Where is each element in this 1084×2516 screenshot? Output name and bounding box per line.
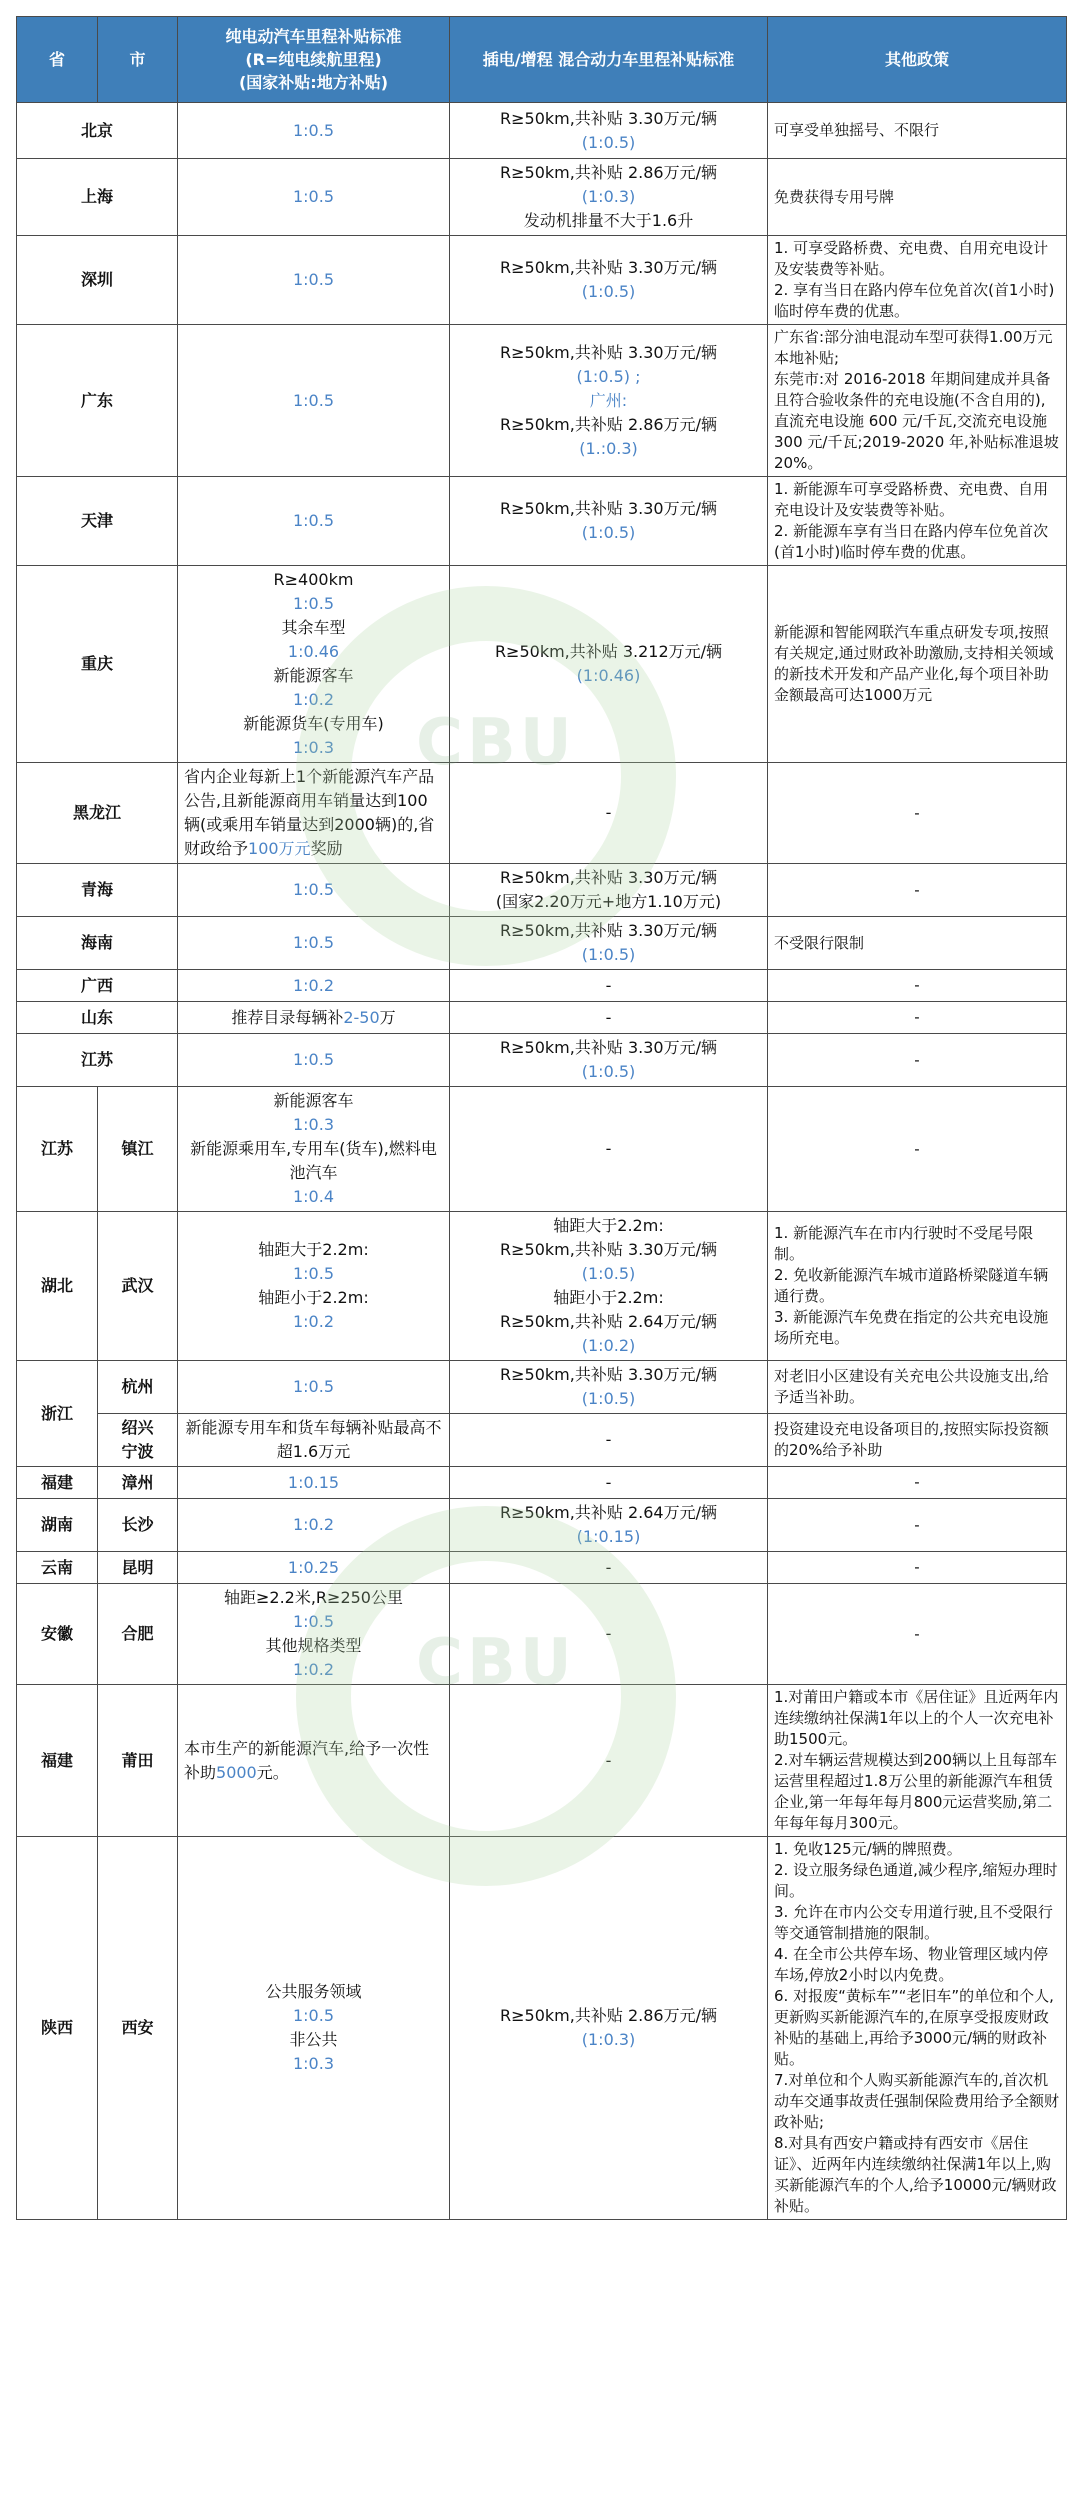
other-policy-cell [768, 325, 1067, 477]
hybrid-subsidy-cell [450, 1584, 768, 1685]
text-segment: (国家2.20万元+地方1.10万元) [495, 892, 722, 911]
other-policy-cell [768, 1499, 1067, 1552]
ratio-value: (1:0.46) [576, 666, 641, 685]
header-row [17, 17, 1067, 103]
ratio-value: 1:0.4 [292, 1187, 334, 1206]
ev-subsidy-cell [178, 1499, 450, 1552]
ratio-value: 1:0.3 [292, 738, 334, 757]
province-cell: 江苏 [17, 1034, 178, 1087]
text-segment: 发动机排量不大于1.6升 [523, 211, 694, 230]
text-segment: 新能源专用车和货车每辆补贴最高不超1.6万元 [185, 1418, 442, 1461]
ratio-value: 1:0.2 [292, 1660, 334, 1679]
policy-item: - [914, 803, 920, 822]
table-row [17, 1212, 1067, 1361]
ratio-value: 1:0.5 [292, 594, 334, 613]
city-cell: 漳州 [98, 1467, 178, 1499]
province-cell: 深圳 [17, 236, 178, 325]
policy-item: - [914, 976, 920, 994]
ratio-value: 1:0.25 [287, 1557, 340, 1577]
policy-item: - [914, 1139, 920, 1158]
city-cell: 武汉 [98, 1212, 178, 1361]
ratio-value: 1:0.5 [292, 511, 334, 530]
policy-item: 2.对车辆运营规模达到200辆以上且每部车运营里程超过1.8万公里的新能源汽车租赁企业,第一年每年每月800元运营奖励,第二年每年每月300元。 [774, 1751, 1057, 1832]
policy-item: 7.对单位和个人购买新能源汽车的,首次机动车交通事故责任强制保险费用给予全额财政补贴; [774, 2071, 1060, 2131]
text-segment: R≥50km,共补贴 3.30万元/辆 [500, 1240, 717, 1259]
city-cell: 绍兴 宁波 [98, 1414, 178, 1467]
ev-subsidy-cell [178, 325, 450, 477]
ratio-value: (1:0.5) ; [576, 366, 641, 386]
table-row [17, 1361, 1067, 1414]
ev-subsidy-cell [178, 236, 450, 325]
text-segment: 元。 [256, 1762, 289, 1782]
text-segment: R≥50km,共补贴 3.30万元/辆 [500, 499, 717, 518]
other-policy-cell [768, 1212, 1067, 1361]
ev-subsidy-cell [178, 1552, 450, 1584]
province-cell: 湖北 [17, 1212, 98, 1361]
ratio-value: 1:0.5 [292, 933, 334, 952]
city-cell: 合肥 [98, 1584, 178, 1685]
other-policy-cell [768, 1467, 1067, 1499]
text-segment: R≥50km,共补贴 2.86万元/辆 [500, 163, 717, 182]
ev-subsidy-cell [178, 1685, 450, 1837]
policy-item: 8.对具有西安户籍或持有西安市《居住证》、近两年内连续缴纳社保满1年以上,购买新能源汽车的个人,给予10000元/辆财政补贴。 [774, 2134, 1057, 2215]
ratio-value: 1:0.5 [292, 120, 334, 140]
ev-subsidy-cell [178, 477, 450, 566]
ratio-value: 1:0.46 [287, 642, 340, 661]
hybrid-subsidy-cell [450, 864, 768, 917]
text-segment: R≥50km,共补贴 3.30万元/辆 [500, 258, 717, 277]
city-cell: 昆明 [98, 1552, 178, 1584]
table-row [17, 566, 1067, 763]
ev-subsidy-cell [178, 1414, 450, 1467]
other-policy-cell [768, 1584, 1067, 1685]
text-segment: 奖励 [310, 839, 343, 858]
text-segment: - [605, 1750, 612, 1770]
ratio-value: 1:0.15 [287, 1472, 340, 1492]
policy-item: 2. 设立服务绿色通道,减少程序,缩短办理时间。 [774, 1861, 1058, 1900]
ratio-value: 1:0.5 [292, 270, 334, 289]
hybrid-subsidy-cell [450, 1685, 768, 1837]
text-segment: - [605, 1472, 612, 1492]
ratio-value: (1:0.2) [581, 1336, 636, 1355]
hybrid-subsidy-cell [450, 970, 768, 1002]
text-segment: R≥400km [273, 570, 354, 589]
table-row [17, 1087, 1067, 1212]
table-row [17, 1685, 1067, 1837]
table-row [17, 1414, 1067, 1467]
province-cell: 云南 [17, 1552, 98, 1584]
text-segment: 其余车型 [281, 618, 346, 637]
ratio-value: (1:0.15) [576, 1527, 641, 1546]
city-cell: 莆田 [98, 1685, 178, 1837]
header-province: 省 [17, 17, 98, 103]
ratio-value: 1:0.5 [292, 1050, 334, 1069]
ratio-value: 1:0.2 [292, 975, 334, 995]
text-segment: 新能源乘用车,专用车(货车),燃料电池汽车 [190, 1139, 437, 1182]
policy-item: - [914, 1624, 920, 1643]
text-segment: 其他规格类型 [265, 1636, 362, 1655]
policy-item: - [914, 1558, 920, 1576]
ratio-value: (1:0.5) [581, 132, 636, 152]
ev-subsidy-cell [178, 1467, 450, 1499]
hybrid-subsidy-cell [450, 1552, 768, 1584]
hybrid-subsidy-cell [450, 1212, 768, 1361]
header-hybrid-standard: 插电/增程 混合动力车里程补贴标准 [450, 17, 768, 103]
text-segment: 轴距大于2.2m: [553, 1216, 664, 1235]
ev-subsidy-cell [178, 1087, 450, 1212]
other-policy-cell [768, 1087, 1067, 1212]
other-policy-cell [768, 917, 1067, 970]
text-segment: - [605, 1557, 612, 1577]
ev-subsidy-cell [178, 763, 450, 864]
ev-subsidy-cell [178, 1002, 450, 1034]
province-cell: 福建 [17, 1685, 98, 1837]
text-segment: - [605, 1139, 612, 1158]
table-row [17, 1499, 1067, 1552]
table-row [17, 236, 1067, 325]
other-policy-cell [768, 1552, 1067, 1584]
text-segment: R≥50km,共补贴 3.30万元/辆 [500, 1038, 717, 1057]
table-row [17, 1837, 1067, 2220]
hybrid-subsidy-cell [450, 1837, 768, 2220]
table-row [17, 763, 1067, 864]
hybrid-subsidy-cell [450, 325, 768, 477]
text-segment: 新能源客车 [273, 1091, 354, 1110]
other-policy-cell [768, 477, 1067, 566]
city-cell: 西安 [98, 1837, 178, 2220]
text-segment: R≥50km,共补贴 3.30万元/辆 [500, 868, 717, 887]
ratio-value: (1:0.5) [581, 282, 636, 301]
table-row [17, 1002, 1067, 1034]
policy-item: 3. 允许在市内公交专用道行驶,且不受限行等交通管制措施的限制。 [774, 1903, 1053, 1942]
ev-subsidy-cell [178, 917, 450, 970]
text-segment: - [605, 1007, 612, 1027]
subsidy-policy-table [16, 16, 1067, 2220]
ratio-value: 1:0.5 [292, 187, 334, 206]
ratio-value: (1:0.5) [581, 945, 636, 964]
policy-item: 1. 免收125元/辆的牌照费。 [774, 1840, 962, 1858]
policy-item: 免费获得专用号牌 [774, 187, 895, 206]
text-segment: - [605, 1624, 612, 1643]
ev-subsidy-cell [178, 1584, 450, 1685]
text-segment: R≥50km,共补贴 3.30万元/辆 [500, 1365, 717, 1384]
ev-subsidy-cell [178, 1837, 450, 2220]
text-segment: 省内企业每新上1个新能源汽车产品公告,且新能源商用车销量达到100辆(或乘用车销量达到2000辆)的,省财政给予 [184, 767, 435, 858]
hybrid-subsidy-cell [450, 103, 768, 159]
other-policy-cell [768, 1034, 1067, 1087]
header-city: 市 [98, 17, 178, 103]
province-cell: 安徽 [17, 1584, 98, 1685]
table-row [17, 1467, 1067, 1499]
policy-item: 2. 享有当日在路内停车位免首次(首1小时)临时停车费的优惠。 [774, 281, 1055, 320]
other-policy-cell [768, 1685, 1067, 1837]
other-policy-cell [768, 566, 1067, 763]
province-cell: 山东 [17, 1002, 178, 1034]
policy-item: 3. 新能源汽车免费在指定的公共充电设施场所充电。 [774, 1308, 1049, 1347]
ev-subsidy-cell [178, 1034, 450, 1087]
policy-item: - [914, 1473, 920, 1491]
other-policy-cell [768, 1361, 1067, 1414]
province-cell: 北京 [17, 103, 178, 159]
table-row [17, 1584, 1067, 1685]
hybrid-subsidy-cell [450, 1414, 768, 1467]
ratio-value: 1:0.5 [292, 1377, 334, 1396]
ratio-value: 1:0.3 [292, 1115, 334, 1134]
policy-item: 投资建设充电设备项目的,按照实际投资额的20%给予补助 [774, 1420, 1049, 1459]
hybrid-subsidy-cell [450, 1361, 768, 1414]
policy-table-container [16, 16, 1066, 2220]
text-segment: R≥50km,共补贴 3.30万元/辆 [500, 108, 717, 128]
hybrid-subsidy-cell [450, 236, 768, 325]
text-segment: 轴距小于2.2m: [553, 1288, 664, 1307]
other-policy-cell [768, 763, 1067, 864]
other-policy-cell [768, 970, 1067, 1002]
hybrid-subsidy-cell [450, 1087, 768, 1212]
policy-item: 可享受单独摇号、不限行 [774, 121, 940, 139]
other-policy-cell [768, 864, 1067, 917]
ratio-value: 5000 [216, 1762, 257, 1782]
ratio-value: 1:0.3 [292, 2054, 334, 2073]
text-segment: R≥50km,共补贴 2.64万元/辆 [500, 1312, 717, 1331]
ratio-value: 2-50 [343, 1007, 380, 1027]
city-cell: 杭州 [98, 1361, 178, 1414]
ratio-value: 1:0.2 [292, 690, 334, 709]
province-cell: 陕西 [17, 1837, 98, 2220]
text-segment: - [605, 803, 612, 822]
ev-subsidy-cell [178, 566, 450, 763]
table-row [17, 325, 1067, 477]
hybrid-subsidy-cell [450, 1499, 768, 1552]
province-cell: 天津 [17, 477, 178, 566]
other-policy-cell [768, 1414, 1067, 1467]
table-row [17, 159, 1067, 236]
policy-item: - [914, 1050, 920, 1069]
province-cell: 青海 [17, 864, 178, 917]
ratio-value: (1:0.5) [581, 1389, 636, 1408]
table-row [17, 103, 1067, 159]
policy-item: 对老旧小区建设有关充电公共设施支出,给予适当补助。 [774, 1367, 1049, 1406]
text-segment: 非公共 [289, 2030, 338, 2049]
table-row [17, 1552, 1067, 1584]
other-policy-cell [768, 1837, 1067, 2220]
policy-item: - [914, 1008, 920, 1026]
policy-item: 1. 新能源车可享受路桥费、充电费、自用充电设计及安装费等补贴。 [774, 480, 1049, 519]
ratio-value: 1:0.5 [292, 390, 334, 410]
policy-item: 东莞市:对 2016-2018 年期间建成并具备且符合验收条件的充电设施(不含自用的),直流充电设施 600 元/千瓦,交流充电设施 300 元/千瓦;2019-2020 年,补贴标准退坡 20%。 [774, 370, 1059, 472]
policy-item: 6. 对报废“黄标车”“老旧车”的单位和个人,更新购买新能源汽车的,在原享受报废财政补贴的基础上,再给予3000元/辆的财政补贴。 [774, 1987, 1054, 2068]
table-row [17, 477, 1067, 566]
watermark-logo-top: CBU [416, 706, 576, 780]
ratio-value: 1:0.2 [292, 1312, 334, 1331]
hybrid-subsidy-cell [450, 763, 768, 864]
text-segment: 万 [379, 1007, 396, 1027]
ev-subsidy-cell [178, 103, 450, 159]
ev-subsidy-cell [178, 159, 450, 236]
other-policy-cell [768, 236, 1067, 325]
ev-subsidy-cell [178, 864, 450, 917]
hybrid-subsidy-cell [450, 917, 768, 970]
ratio-value: 1:0.2 [292, 1515, 334, 1534]
ratio-value: (1:0.5) [581, 1264, 636, 1283]
province-cell: 广西 [17, 970, 178, 1002]
other-policy-cell [768, 1002, 1067, 1034]
text-segment: R≥50km,共补贴 3.212万元/辆 [494, 642, 723, 661]
hybrid-subsidy-cell [450, 1467, 768, 1499]
ev-subsidy-cell [178, 970, 450, 1002]
province-cell: 广东 [17, 325, 178, 477]
hybrid-subsidy-cell [450, 566, 768, 763]
ratio-value: 1:0.5 [292, 2006, 334, 2025]
other-policy-cell [768, 159, 1067, 236]
text-segment: 新能源货车(专用车) [243, 714, 384, 733]
ratio-value: (1:0.5) [581, 1062, 636, 1081]
ev-subsidy-cell [178, 1212, 450, 1361]
policy-item: 4. 在全市公共停车场、物业管理区域内停车场,停放2小时以内免费。 [774, 1945, 1049, 1984]
table-row [17, 970, 1067, 1002]
ratio-value: 1:0.5 [292, 1612, 334, 1631]
text-segment: R≥50km,共补贴 2.64万元/辆 [500, 1503, 717, 1522]
text-segment: 轴距大于2.2m: [258, 1240, 369, 1259]
text-segment: - [605, 1430, 612, 1449]
ratio-value: 1:0.5 [292, 880, 334, 899]
table-row [17, 1034, 1067, 1087]
text-segment: R≥50km,共补贴 3.30万元/辆 [500, 342, 717, 362]
ratio-value: 1:0.5 [292, 1264, 334, 1283]
text-segment: 推荐目录每辆补 [231, 1007, 344, 1027]
province-cell: 海南 [17, 917, 178, 970]
ratio-value: (1.:0.3) [579, 438, 638, 458]
province-cell: 黑龙江 [17, 763, 178, 864]
province-cell: 江苏 [17, 1087, 98, 1212]
policy-item: 2. 免收新能源汽车城市道路桥梁隧道车辆通行费。 [774, 1266, 1049, 1305]
city-cell: 镇江 [98, 1087, 178, 1212]
text-segment: 新能源客车 [273, 666, 354, 685]
hybrid-subsidy-cell [450, 159, 768, 236]
table-row [17, 864, 1067, 917]
policy-item: 1.对莆田户籍或本市《居住证》且近两年内连续缴纳社保满1年以上的个人一次充电补助1500元。 [774, 1688, 1059, 1748]
ev-subsidy-cell [178, 1361, 450, 1414]
hybrid-subsidy-cell [450, 477, 768, 566]
province-cell: 重庆 [17, 566, 178, 763]
policy-item: - [914, 880, 920, 899]
policy-item: 2. 新能源车享有当日在路内停车位免首次(首1小时)临时停车费的优惠。 [774, 522, 1049, 561]
text-segment: - [605, 975, 612, 995]
text-segment: R≥50km,共补贴 3.30万元/辆 [500, 921, 717, 940]
hybrid-subsidy-cell [450, 1002, 768, 1034]
province-cell: 上海 [17, 159, 178, 236]
ratio-value: (1:0.3) [581, 187, 636, 206]
policy-item: 不受限行限制 [774, 933, 865, 952]
text-segment: R≥50km,共补贴 2.86万元/辆 [500, 2006, 717, 2025]
text-segment: 轴距小于2.2m: [258, 1288, 369, 1307]
city-cell: 长沙 [98, 1499, 178, 1552]
ratio-value: 100万元 [248, 839, 311, 858]
watermark-logo-bottom: CBU [416, 1626, 576, 1700]
text-segment: 轴距≥2.2米,R≥250公里 [223, 1588, 403, 1607]
policy-item: 1. 新能源汽车在市内行驶时不受尾号限制。 [774, 1224, 1034, 1263]
ratio-value: 广州: [589, 390, 628, 410]
hybrid-subsidy-cell [450, 1034, 768, 1087]
province-cell: 湖南 [17, 1499, 98, 1552]
policy-item: 1. 可享受路桥费、充电费、自用充电设计及安装费等补贴。 [774, 239, 1049, 278]
ratio-value: (1:0.3) [581, 2030, 636, 2049]
policy-item: 广东省:部分油电混动车型可获得1.00万元本地补贴; [774, 328, 1053, 367]
table-row [17, 917, 1067, 970]
text-segment: 本市生产的新能源汽车,给予一次性补助 [184, 1738, 430, 1782]
province-cell: 浙江 [17, 1361, 98, 1467]
policy-item: - [914, 1515, 920, 1534]
other-policy-cell [768, 103, 1067, 159]
header-ev-standard: 纯电动汽车里程补贴标准 (R=纯电续航里程) (国家补贴:地方补贴) [178, 17, 450, 103]
ratio-value: (1:0.5) [581, 523, 636, 542]
policy-item: 新能源和智能网联汽车重点研发专项,按照有关规定,通过财政补助激励,支持相关领域的新技术开发和产品产业化,每个项目补助金额最高可达1000万元 [774, 623, 1054, 704]
header-other-policy: 其他政策 [768, 17, 1067, 103]
text-segment: 公共服务领域 [265, 1982, 362, 2001]
text-segment: R≥50km,共补贴 2.86万元/辆 [500, 414, 717, 434]
province-cell: 福建 [17, 1467, 98, 1499]
